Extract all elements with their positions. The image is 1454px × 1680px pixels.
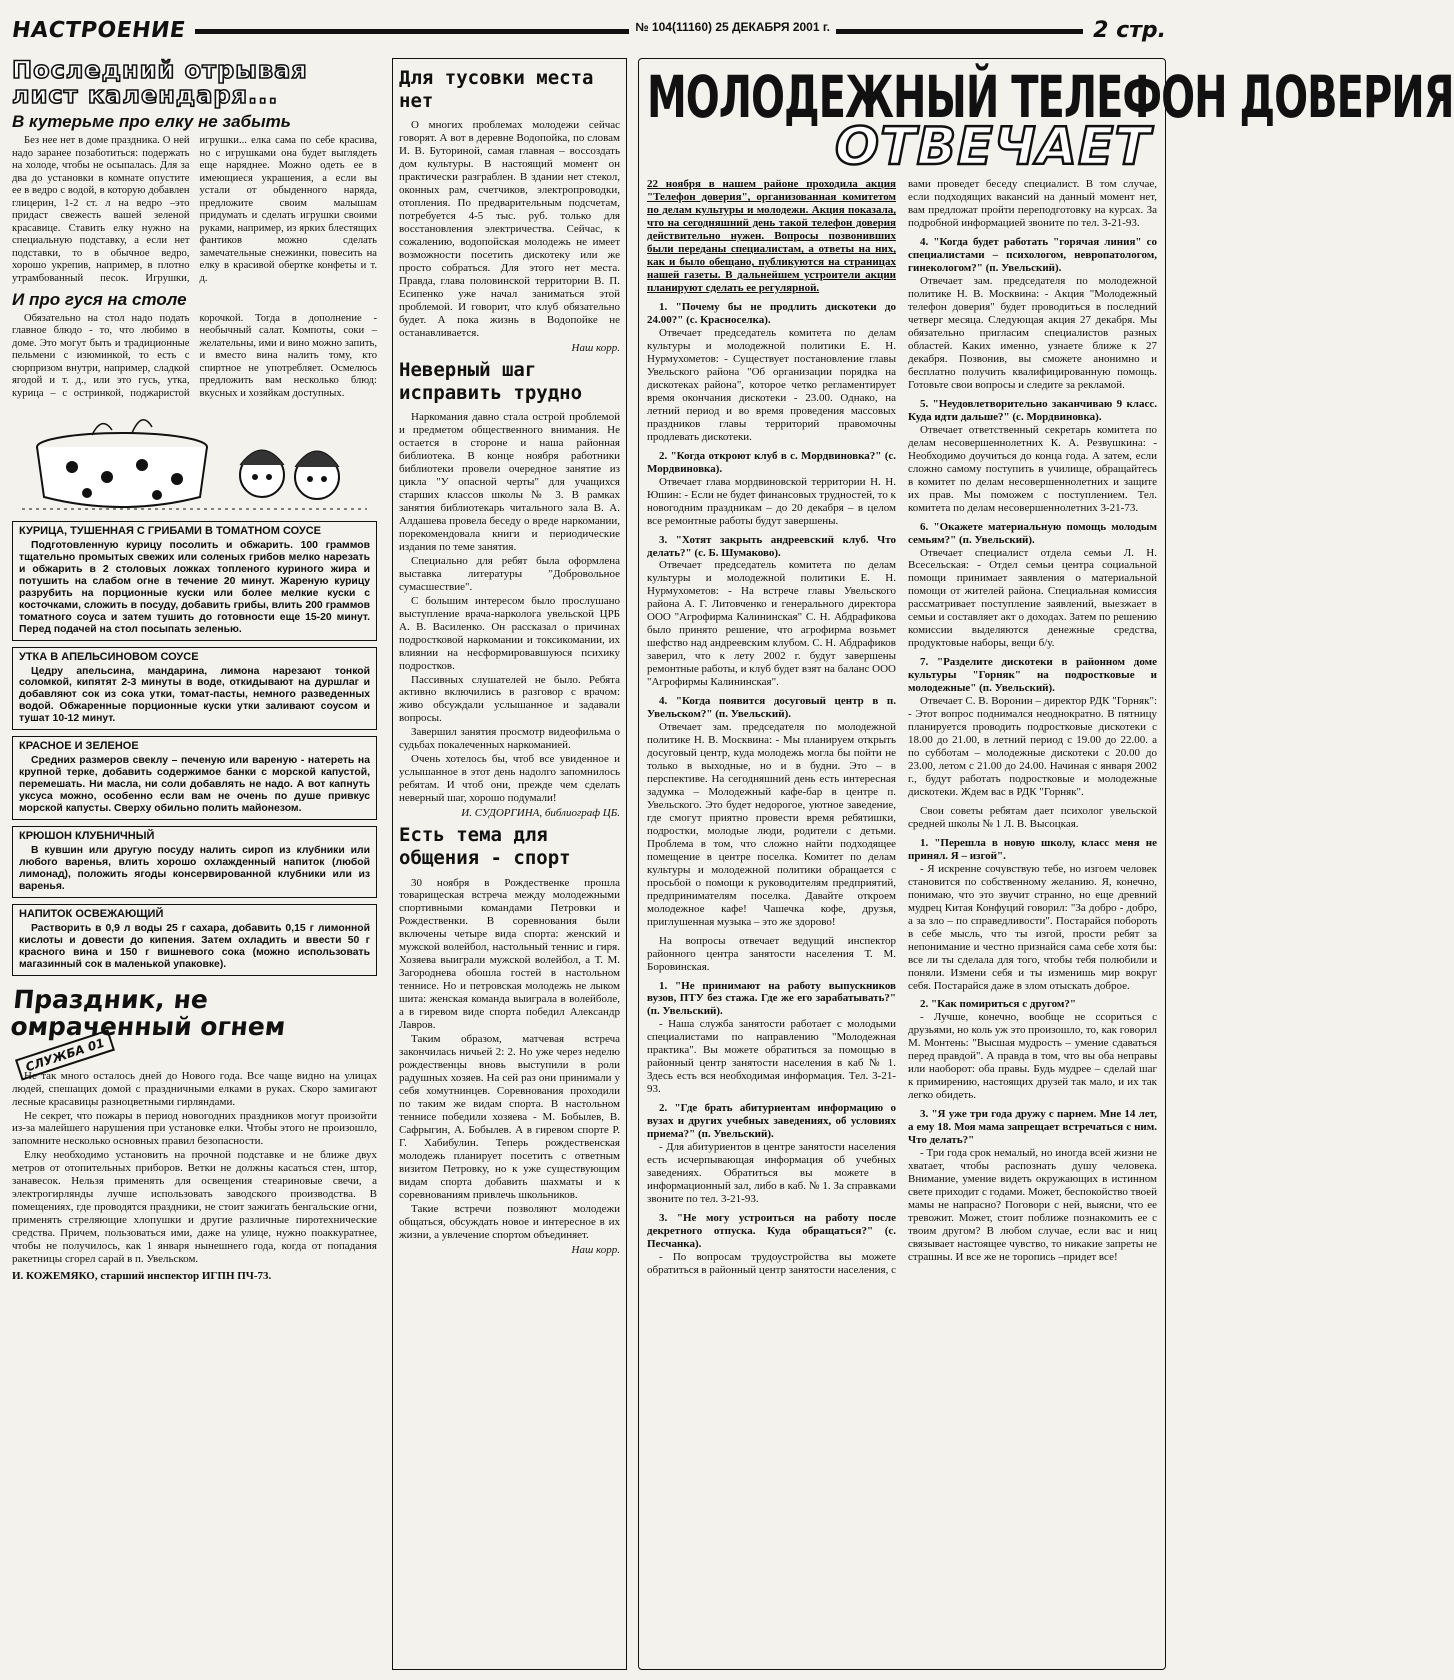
drugs-text-2: Специально для ребят была оформлена выставка литературы "Добровольное сумасшествие". — [399, 554, 620, 593]
club-text: О многих проблемах молодежи сейчас говорят. А вот в деревне Водопойка, по словам И. В. Буториной, самая главная – воссоздать дом культуры. В настоящий момент он практически разграблен. В здании нет стекол, оконных рам, счетчиков, электропроводки, отопления. По предварительным подсчетам, потребуется 4-5 тыс. руб. только для восстановления электричества. Сейчас, к сожалению, водопойская молодежь не имеет возможности посетить дискотеку или же просто собраться. Для этого нет места. Правда, глава половинской территории В. П. Есипенко уже начал заниматься этой проблемой. И говорит, что клуб обязательно будет. А пока жизнь в Водопойке не останавливается. — [399, 119, 620, 339]
qa-question: 7. "Разделите дискотеки в районном доме культуры "Горняк" на подростковые и молодежные" (п. Увельский). — [908, 656, 1157, 695]
qa-question: 3. "Я уже три года дружу с парнем. Мне 14 лет, а ему 18. Моя мама запрещает встречаться с ним. Что делать?" — [908, 1108, 1157, 1147]
hotline-intro: 22 ноября в нашем районе проходила акция "Телефон доверия", организованная комитетом по делам культуры и молодежи. Акция показала, что на сегодняшний день такой телефон доверия действительно нужен. Вопросы позвонивших были переданы специалистам, а ответы на них, как и было обещано, публикуются на страницах нашей газеты. В дальнейшем устроители акции планируют сделать ее регулярной. — [647, 178, 896, 295]
sport-text-1: 30 ноября в Рождественке прошла товарищеская встреча между молодежными спортивными командами Петровки и Рождественки. В соревнования были включены четыре вида спорта: женский и мужской волейбол, настольный теннис и гиря. Хозяева выиграли мужской волейбол, а Т. М. Загороднева обошла гостей в настольном теннисе. Но и петровская молодежь не лыком шита: женская команда выиграла в волейболе, а в гиревом виде спорта победил Александр Лавров. — [399, 876, 620, 1032]
hotline-body — [647, 178, 1157, 1276]
drugs-text-3: С большим интересом было прослушано выступление врача-нарколога увельской ЦРБ А. В. Василенко. Он рассказал о причинах подростковой наркомании и токсикомании, их влиянии на несформировавшуюся психику подростков. — [399, 594, 620, 672]
qa-answer: - Три года срок немалый, но иногда всей жизни не хватает, чтобы распознать душу человека. Внимание, умение видеть окружающих в истинном свете приходит с годами. Может, беспокойство твоей мамы не напрасно? Поговори с ней, выясни, что ее тревожит. Может, стоит поближе познакомить ее с твоим другом? В любом случае, если вас и ниц связывает настоящее чувство, то никакие запреты не страшны. И все же не торопись –придет все! — [908, 1147, 1157, 1263]
goose-text: Обязательно на стол надо подать главное блюдо - то, что любимо в доме. Это могут быть и традиционные пельмени с изюминкой, то есть с сюрпризом внутри, например, сладкой ягодой и т. д., или это гусь, утка, курица – с остринкой, поджаристой корочкой. Тогда в дополнение - необычный салат. Компоты, соки – желательны, ими и вино можно запить, и вместо вина налить тому, кто спиртное не употребляет. Осмелюсь предложить вам несколько блюд: вкусных и хозяйкам доступных. — [12, 312, 377, 399]
drugs-text-4: Пассивных слушателей не было. Ребята активно включились в разговор с врачом: живо обсуждали услышанное и задавали вопросы. — [399, 673, 620, 725]
qa-answer: - Я искренне сочувствую тебе, но изгоем человек становится по собственному желанию. Я, конечно, понимаю, что это звучит странно, но еще древний мудрец Китая Конфуций говорил: "За добро - добро, а за зло – по справедливости". Постарайся побороть в себе мысль, что ты изгой, прости ребят за непонимание и честно признайся сама себе хотя бы: все ли ты сделала для того, чтобы тебя полюбили и поняли. Измени себя и ты изменишь мир вокруг себя. Постарайся даже в злом отыскать доброе. — [908, 862, 1157, 992]
tree-subhead: В кутерьме про елку не забыть — [12, 112, 291, 132]
qa-item — [908, 837, 1157, 993]
tree-text-block — [12, 135, 377, 286]
qa-answer: - Для абитуриентов в центре занятости населения есть исчерпывающая информация об учебных заведениях. Обратиться вы можете в информационный зал, либо в каб. № 1. За справками звоните по тел. 3-21-93. — [647, 1141, 896, 1206]
qa-item — [647, 450, 896, 528]
drugs-text-1: Наркомания давно стала острой проблемой и предметом общественного внимания. Не остается в стороне и наша районная библиотека. В конце ноября работники библиотеки провели очередное занятие из цикла "У опасной черты" для учащихся старших классов школы № 3. В рамках занятия библиотекарь читального зала В. А. Алдашева провела беседу о вреде наркомании, порекомендовала книги и периодические издания по теме занятия. — [399, 411, 620, 553]
recipe-title: УТКА В АПЕЛЬСИНОВОМ СОУСЕ — [15, 651, 203, 664]
qa-answer: На вопросы отвечает ведущий инспектор районного центра занятости населения Т. М. Боровинская. — [647, 934, 896, 973]
recipe-drink — [12, 904, 377, 976]
qa-item — [647, 1102, 896, 1206]
qa-question: 1. "Перешла в новую школу, класс меня не принял. Я – изгой". — [908, 836, 1157, 862]
fire-service-stamp: СЛУЖБА 01 — [15, 1029, 115, 1080]
hotline-title: МОЛОДЕЖНЫЙ ТЕЛЕФОН ДОВЕРИЯ — [647, 64, 1454, 132]
column-hotline — [638, 58, 1454, 1670]
drugs-headline: Неверный шаг исправить трудно — [399, 358, 583, 404]
qa-answer: Отвечает председатель комитета по делам культуры и молодежной политики Е. Н. Нурмухометов: - Существует постановление главы Увельского района "Об организации порядка на дискотеках района", которое четко регламентирует время окончания дискотеки - 23.00. Однако, на летний период и во время проведения массовых праздников главы территорий правомочны продлевать дискотеки. — [647, 327, 896, 443]
drugs-text-6: Очень хотелось бы, чтоб все увиденное и услышанное в этот день надолго запомнилось ребятам. И чтоб они, прежде чем сделать неверный шаг, хорошо подумали! — [399, 753, 620, 805]
column-youth-news — [392, 58, 627, 1670]
qa-question: 6. "Окажете материальную помощь молодым семьям?" (п. Увельский). — [908, 520, 1157, 546]
cooking-pot-illustration — [12, 405, 377, 515]
qa-question: 2. "Как помириться с другом?" — [920, 998, 1077, 1011]
recipe-title: НАПИТОК ОСВЕЖАЮЩИЙ — [15, 908, 167, 921]
qa-answer: Свои советы ребятам дает психолог увельской средней школы № 1 Л. В. Высоцкая. — [908, 804, 1157, 830]
qa-item — [908, 998, 1157, 1102]
recipe-body: Цедру апельсина, мандарина, лимона нарезают тонкой соломкой, кипятят 2-3 минуты в воде, откидывают на дуршлаг и добавляют сок из сока утки, томат-пасты, немного разведенных водой. Обжаренные порционные куски утки заливают соусом и тушат 10-12 минут. — [19, 665, 370, 725]
recipe-duck — [12, 647, 377, 731]
qa-question: 4. "Когда появится досуговый центр в п. Увельском?" (п. Увельский). — [647, 695, 896, 721]
qa-answer: Отвечает глава мордвиновской территории Н. Н. Юшин: - Если не будет финансовых трудностей, то к новогодним праздникам – до 20 декабря – в целом все ремонтные работы будут завершены. — [647, 475, 896, 527]
drugs-text-5: Завершил занятия просмотр видеофильма о судьбах покалеченных наркоманией. — [399, 726, 620, 752]
recipe-title: КУРИЦА, ТУШЕННАЯ С ГРИБАМИ В ТОМАТНОМ СОУСЕ — [15, 525, 325, 538]
club-headline: Для тусовки места нет — [399, 67, 594, 113]
sport-signature: Наш корр. — [571, 1243, 620, 1256]
qa-item — [647, 534, 896, 690]
qa-item — [908, 521, 1157, 651]
page-number: 2 стр. — [1093, 18, 1166, 44]
goose-subhead: И про гуся на столе — [12, 289, 187, 309]
recipe-beet-salad — [12, 736, 377, 820]
qa-question: 1. "Не принимают на работу выпускников вузов, ПТУ без стажа. Где же его зарабатывать?" (п. Увельский). — [647, 979, 896, 1018]
qa-question: 1. "Почему бы не продлить дискотеки до 24.00?" (с. Красноселка). — [647, 301, 896, 327]
qa-item — [908, 805, 1157, 831]
qa-item — [908, 236, 1157, 392]
tree-text: Без нее нет в доме праздника. О ней надо заранее позаботиться: подержать на холоде, чтобы не осыпалась. Для за два до установки в комнате опустите ее в ведро с водой, в которую добавлен глицерин, 1-2 ст. л на ведро –это придаст свежесть вашей зеленой красавице. Ставить елку нужно на специальную подставку, а если нет подставки, то в обычное ведро, хорошо укрепив, например, в плотно утрамбованный песок. Игрушки, игрушки... елка сама по себе красива, но с игрушками она будет выглядеть еще наряднее. Можно одеть ее в имеющиеся украшения, а если вы устали от обыденного наряда, предложите своим малышам придумать и сделать игрушки своими руками, например, из ярких блестящих фантиков можно сделать замечательные снежинки, повесить на елку в красивой обертке конфеты и т. д. — [12, 135, 377, 284]
goose-text-block — [12, 313, 377, 401]
hotline-answers-title: ОТВЕЧАЕТ — [834, 117, 1151, 177]
sport-text-3: Такие встречи позволяют молодежи общаться, обсуждать новое и интересное в их жизни, а увлечение спортом объединяет. — [399, 1202, 620, 1241]
column-holiday — [9, 56, 377, 1670]
recipe-title: КРЮШОН КЛУБНИЧНЫЙ — [15, 830, 158, 843]
issue-info: № 104(11160) 25 ДЕКАБРЯ 2001 г. — [629, 20, 836, 34]
qa-item — [908, 398, 1157, 515]
recipe-body: Подготовленную курицу посолить и обжарить. 100 граммов тщательно промытых свежих или соленых грибов мелко нарезать и обжарить в 2 столовых ложках топленого куриного жира и потушить на слабом огне в течение 20 минут. Жареную курицу разрубить на порционные куски или более мелкие куски с косточками, сложить в посуду, добавить грибы, влить 200 граммов томатного соуса и затем тушить до готовности еще 15-20 минут. Перед подачей на стол посыпать зеленью. — [19, 539, 370, 635]
sport-text-2: Таким образом, матчевая встреча закончилась ничьей 2: 2. Но уже через неделю рождественцы вновь выступили в роли радушных хозяев. На сей раз они принимали у себя хомутнинцев. Соревнования проходили по таким же видам спорта. В настольном теннисе победили хозяева - М. Бобылев, В. Сафрыгин, А. Бобылев. А в гиревом спорте Р. Г. Хабибулин. Теперь рождественская молодежь планирует посетить с ответным визитом Петровку, но к уже существующим видам спорта добавить шахматы и к соревнованиям привлечь школьников. — [399, 1033, 620, 1201]
recipe-body: В кувшин или другую посуду налить сироп из клубники или любого варенья, влить хорошо охлажденный напиток (любой лимонад), положить ягоды консервированной клубники или из варенья. — [19, 845, 370, 892]
qa-question: 3. "Не могу устроиться на работу после декретного отпуска. Куда обращаться?" (с. Песчанка). — [647, 1211, 896, 1250]
qa-item — [647, 935, 896, 974]
fire-text-3: Елку необходимо установить на прочной подставке и не ближе двух метров от отопительных приборов. Ветки не должны касаться стен, штор, занавесок. Нельзя применять для освещения стеариновые свечи, а электрогирлянды лучше использовать заводского производства. В помещениях, где проводятся праздники, не стоит зажигать бенгальские огни, применять стреляющие хлопушки и другие различные пиротехнические средства. Причем, пользоваться ими, даже на улице, нужно поаккуратнее, чтобы не получилось, как 1 января нынешнего года, когда от попадания ракетницы сгорел сарай в п. Увельском. — [12, 1149, 377, 1266]
qa-question: 3. "Хотят закрыть андреевский клуб. Что делать?" (с. Б. Шумаково). — [647, 533, 896, 559]
recipe-body: Растворить в 0,9 л воды 25 г сахара, добавить 0,15 г лимонной кислоты и довести до кипения. Затем охладить и ввести 50 г красного вина и 150 г вишневого сока (можно использовать магазинный сок в маленькой упаковке). — [19, 922, 370, 970]
qa-answer: - По вопросам трудоустройства вы можете обратиться в районный центр занятости населения, с вами проведет беседу специалист. В том случае, если подходящих вакансий на данный момент нет, вам предложат пройти переподготовку на курсах. За подробной информацией звоните по тел. 3-21-93. — [647, 178, 1157, 1276]
fire-text-1: Не так много осталось дней до Нового года. Все чаще видно на улицах людей, спешащих домой с праздничными елками в руках. Скоро замигают лесные красавицы разноцветными гирляндами. — [12, 1069, 377, 1108]
recipe-chicken — [12, 521, 377, 641]
drugs-signature: И. СУДОРГИНА, библиограф ЦБ. — [461, 807, 620, 820]
qa-item — [647, 301, 896, 444]
qa-answer: Отвечает председатель комитета по делам культуры и молодежной политики Е. Н. Нурмухометов: - На встрече главы Увельского района А. Г. Литовченко и генерального директора ООО "Агрофирма Калининская" С. Н. Абдрафикова было принято решение, что агрофирма возьмет шефство над андреевским клубом. С. Н. Абдрафиков заверил, что к лету 2002 г. будут завершены ремонтные работы, и клуб будет взят на баланс ООО "Агрофирмы Калининская". — [647, 559, 896, 689]
fire-text-2: Не секрет, что пожары в период новогодних праздников могут произойти из-за малейшего нарушения при установке елки. Чтобы этого не произошло, запомните несколько основных правил безопасности. — [12, 1109, 377, 1148]
qa-question: 2. "Когда откроют клуб в с. Мордвиновка?" (с. Мордвиновка). — [647, 449, 896, 475]
calendar-headline: Последний отрывая лист календаря... — [12, 56, 308, 110]
qa-item — [647, 695, 896, 928]
qa-question: 4. "Когда будет работать "горячая линия" со специалистами – психологом, невропатологом, гинекологом?" (п. Увельский). — [908, 236, 1157, 275]
recipe-body: Средних размеров свеклу – печеную или вареную - натереть на крупной терке, добавить содержимое банки с морской капустой, перемешать. Ни масла, ни соли добавлять не надо. А вот капнуть уксуса можно, особенно если вам не очень по душе привкус морской капусты. Сверху обильно полить майонезом. — [19, 755, 370, 815]
sport-headline: Есть тема для общения - спорт — [399, 824, 571, 870]
qa-answer: - Лучше, конечно, вообще не ссориться с друзьями, но коль уж это произошло, то, как говорил М. Монтень: "Высшая мудрость – умение сдаваться перед правдой". А правда в том, что вы оба неправы или наоборот: оба правы. Будь мудрее – сделай шаг к примирению, настоящих друзей так мало, и их так легко обидеть. — [908, 1011, 1157, 1102]
qa-item — [908, 1108, 1157, 1264]
masthead — [12, 14, 1166, 48]
recipe-strawberry-cup — [12, 826, 377, 898]
fire-safety-headline: Праздник, не омраченный огнем — [9, 984, 287, 1041]
qa-answer: Отвечает специалист отдела семьи Л. Н. Всесельская: - Отдел семьи центра социальной помощи принимает заявления о материальной помощи от жителей района. Специальная комиссия рассматривает поступление заявлений, выезжает в семьи и составляет акт о доходах. Затем по решению комиссии выделяются денежные средства, продуктовые наборы, вещи б/у. — [908, 546, 1157, 650]
qa-question: 2. "Где брать абитуриентам информацию о вузах и других учебных заведениях, об условиях приема?" (п. Увельский). — [647, 1102, 896, 1141]
qa-item — [647, 980, 896, 1097]
qa-list — [647, 178, 1157, 1276]
fire-credit: И. КОЖЕМЯКО, старший инспектор ИГПН ПЧ-73. — [12, 1270, 272, 1283]
qa-answer: Отвечает С. В. Воронин – директор РДК "Горняк": - Этот вопрос поднимался неоднократно. В пятницу планируется проводить подростковые дискотеки с 18.00 до 21.00, в летний период с 19.00 до 22.00. а по субботам – молодежные дискотеки с 20.00 до 23.00, летом с 21.00 до 24.00. Начиная с января 2002 г., будут работать подростковые и молодежные дискотеки. Ждем вас в РДК "Горняк". — [908, 695, 1157, 798]
section-name: НАСТРОЕНИЕ — [10, 18, 188, 44]
club-signature: Наш корр. — [571, 341, 620, 354]
recipe-title: КРАСНОЕ И ЗЕЛЕНОЕ — [15, 740, 143, 753]
stamp-wrap — [12, 1035, 377, 1074]
qa-answer: Отвечает зам. председателя по молодежной политике Н. В. Москвина: - Акция "Молодежный телефон доверия" будет проводиться в последний четверг месяца. Следующая акция 27 декабря. Мы обязательно пригласим специалистов разных областей. Каких именно, узнаете ближе к 27 декабря. Позвонив, вы сможете анонимно и бесплатно получить квалифицированную помощь. Готовьте свои вопросы и следите за рекламой. — [908, 275, 1157, 391]
qa-answer: Отвечает зам. председателя по молодежной политике Н. В. Москвина: - Мы планируем открыть досуговый центр, куда молодежь могла бы пойти не только в выходные, но и в будни. Это – в перспективе. На сегодняшний день есть интересная задумка – Молодежный кафе-бар в центре п. Увельского. Это будет недорогое, уютное заведение, где смогут приятно провести время ребятишки, подростки, молодые люди, родители с детьми. Проблема в том, что сложно найти подходящее помещение в центре поселка. Комитет по делам культуры и молодежной политики обращается с просьбой о помощи к руководителям предприятий, предпринимателям поселка. Давайте откроем молодежное кафе! Чашечка кофе, друзья, приглушенная музыка – это же здорово! — [647, 721, 896, 928]
qa-item — [908, 656, 1157, 799]
qa-answer: Отвечает ответственный секретарь комитета по делам несовершеннолетних К. А. Резвушкина: - Необходимо доучиться до конца года. А затем, если сложно самому поступить в училище, обращайтесь в комитет по делам несовершеннолетних и защите их прав. Мы поможем с поступлением. Тел. комитета по делам несовершеннолетних 3-21-73. — [908, 423, 1157, 514]
qa-answer: - Наша служба занятости работает с молодыми специалистами по направлению "Молодежная практика". Вы можете обратиться за помощью в районный центр занятости населения в каб № 1. Здесь есть вся необходимая информация. Тел. 3-21-93. — [647, 1018, 896, 1096]
qa-question: 5. "Неудовлетворительно заканчиваю 9 класс. Куда идти дальше?" (с. Мордвиновка). — [908, 397, 1157, 423]
